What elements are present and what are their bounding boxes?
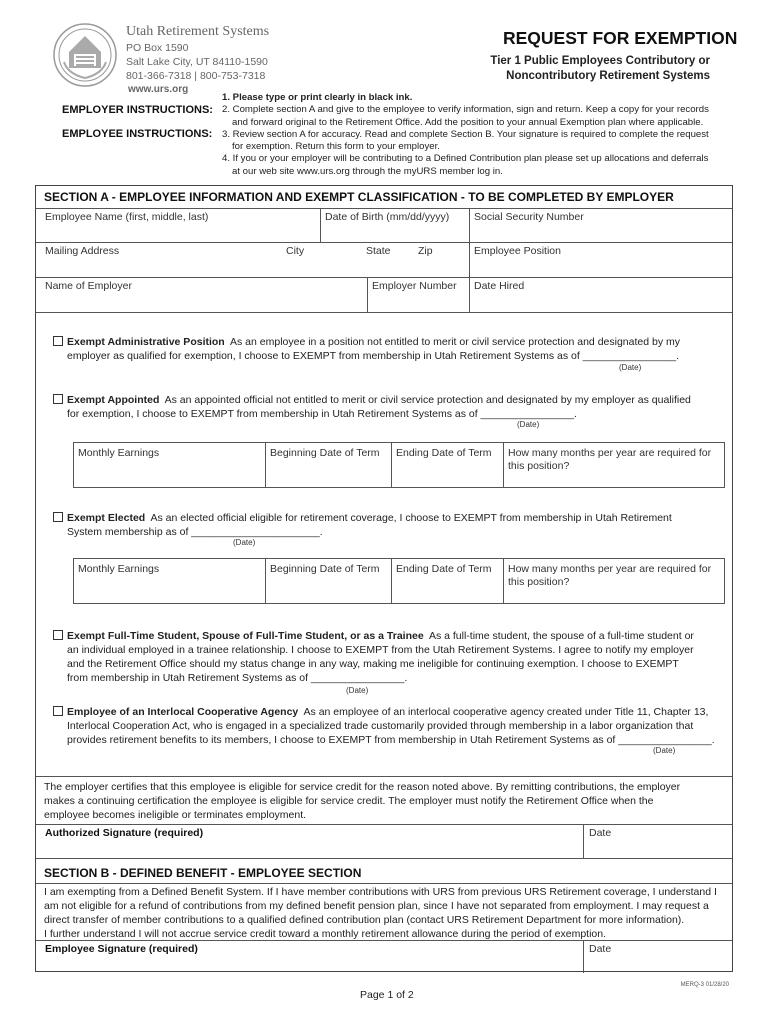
subtitle-line-2: Noncontributory Retirement Systems (506, 70, 710, 82)
subtitle-line-1: Tier 1 Public Employees Contributory or (490, 55, 710, 67)
employer-name-field[interactable]: Name of Employer (45, 280, 132, 292)
website: www.urs.org (128, 84, 189, 95)
section-a-heading: SECTION A - EMPLOYEE INFORMATION AND EXEMPT CLASSIFICATION - TO BE COMPLETED BY EMPLOYER (44, 190, 674, 204)
instruction-2a: 2. Complete section A and give to the employee to verify information, sign and return. Keep a copy for your records (222, 104, 709, 116)
employer-certification: The employer certifies that this employee is eligible for service credit for the reason noted above. By remitting contributions, the employer makes a continuing certification the employee is eligible for service credit. The employer must notify the Retirement Office when the employee becomes ineligible or terminates employment. (44, 781, 681, 821)
org-name: Utah Retirement Systems (126, 24, 270, 39)
beginning-date-field[interactable]: Beginning Date of Term (270, 563, 380, 575)
term-table-elected (73, 558, 725, 604)
date-caption: (Date) (517, 420, 540, 429)
employer-number-field[interactable]: Employer Number (372, 280, 457, 292)
page-number: Page 1 of 2 (360, 989, 414, 1001)
months-required-field[interactable]: How many months per year are required for this position? (508, 447, 712, 472)
phone-numbers: 801-366-7318 | 800-753-7318 (126, 70, 266, 82)
instruction-2b: and forward original to the Retirement Office. Add the position to your annual Exemption plan where applicable. (232, 116, 704, 128)
instruction-3a: 3. Review section A for accuracy. Read and complete Section B. Your signature is required to complete the request (222, 128, 709, 140)
date-caption: (Date) (653, 746, 676, 755)
address-line-1: PO Box 1590 (126, 42, 189, 54)
exempt-student-checkbox[interactable] (53, 630, 63, 640)
employer-instructions-label: EMPLOYER INSTRUCTIONS: (62, 104, 213, 116)
beginning-date-field[interactable]: Beginning Date of Term (270, 447, 380, 459)
instructions-list (222, 92, 722, 178)
ending-date-field[interactable]: Ending Date of Term (396, 563, 492, 575)
monthly-earnings-field[interactable]: Monthly Earnings (78, 447, 160, 459)
form-frame (35, 185, 733, 972)
employee-position-field[interactable]: Employee Position (474, 245, 561, 257)
interlocal-agency-checkbox[interactable] (53, 706, 63, 716)
date-hired-field[interactable]: Date Hired (474, 280, 525, 292)
monthly-earnings-field[interactable]: Monthly Earnings (78, 563, 160, 575)
instruction-1: 1. Please type or print clearly in black ink. (222, 92, 413, 103)
date-caption: (Date) (346, 686, 369, 695)
employee-date-field[interactable]: Date (589, 943, 612, 955)
option-exempt-administrative: Exempt Administrative Position As an employee in a position not entitled to merit or civil service protection and designated by my employer as qualified for exemption, I choose to EXEMPT from membership in Utah Retirement Systems as of ________________. (53, 335, 718, 363)
exempt-appointed-checkbox[interactable] (53, 394, 63, 404)
exempt-elected-checkbox[interactable] (53, 512, 63, 522)
instruction-4b: at our web site www.urs.org through the myURS member log in. (232, 165, 503, 177)
date-caption: (Date) (233, 538, 256, 547)
section-b-statement: I am exempting from a Defined Benefit System. If I have member contributions with URS from previous URS Retirement coverage, I understand I am not eligible for a refund of contributions from my defined benefit pension plan, since I have not separated from employment. I may request a direct transfer of member contributions to a qualified defined contribution plan (contact URS Retirement Department for more information). I further understand I will not accrue service credit toward a monthly retirement allowance during the period of exemption. (44, 886, 717, 940)
months-required-field[interactable]: How many months per year are required for this position? (508, 563, 712, 588)
address-line-2: Salt Lake City, UT 84110-1590 (126, 56, 268, 68)
employee-name-field[interactable]: Employee Name (first, middle, last) (45, 211, 209, 223)
employee-signature-field[interactable]: Employee Signature (required) (45, 943, 198, 955)
section-b-heading: SECTION B - DEFINED BENEFIT - EMPLOYEE SECTION (44, 866, 362, 880)
option-interlocal-agency: Employee of an Interlocal Cooperative Agency As an employee of an interlocal cooperative agency created under Title 11, Chapter 13, Interlocal Cooperation Act, who is engaged in a specialized trade customarily provided through membership in a labor organization that provides retirement benefits to its members, I choose to EXEMPT from membership in Utah Retirement Systems as of ________________. (53, 705, 718, 747)
option-exempt-elected: Exempt Elected As an elected official eligible for retirement coverage, I choose to EXEMPT from membership in Utah Retirement System membership as of ______________________. (53, 511, 718, 539)
ending-date-field[interactable]: Ending Date of Term (396, 447, 492, 459)
authorized-signature-field[interactable]: Authorized Signature (required) (45, 827, 204, 839)
date-caption: (Date) (619, 363, 642, 372)
city-field[interactable]: City (286, 245, 305, 257)
exempt-administrative-checkbox[interactable] (53, 336, 63, 346)
instruction-4a: 4. If you or your employer will be contributing to a Defined Contribution plan please set up allocations and deferrals (222, 153, 709, 165)
option-exempt-student: Exempt Full-Time Student, Spouse of Full-Time Student, or as a Trainee As a full-time student, the spouse of a full-time student or an individual employed in a trainee relationship. I choose to EXEMPT from the Utah Retirement Systems. I agree to notify my employer and the Retirement Office should my status change in any way, making me ineligible for continuing exemption. I choose to EXEMPT from membership in Utah Retirement Systems as of ________________. (53, 629, 718, 685)
zip-field[interactable]: Zip (418, 245, 433, 257)
authorized-date-field[interactable]: Date (589, 827, 612, 839)
ssn-field[interactable]: Social Security Number (474, 211, 584, 223)
dob-field[interactable]: Date of Birth (mm/dd/yyyy) (325, 211, 450, 223)
form-code: MERQ-3 01/28/20 (680, 982, 729, 988)
option-exempt-appointed: Exempt Appointed As an appointed official not entitled to merit or civil service protection and designated by my employer as qualified for exemption, I choose to EXEMPT from membership in Utah Retirement Systems as of ________________. (53, 393, 718, 421)
instruction-3b: for exemption. Return this form to your employer. (232, 141, 440, 153)
page-title: REQUEST FOR EXEMPTION (503, 28, 738, 48)
state-field[interactable]: State (366, 245, 391, 257)
term-table-appointed (73, 442, 725, 488)
urs-seal-icon (52, 22, 118, 88)
mailing-address-field[interactable]: Mailing Address (45, 245, 120, 257)
employee-instructions-label: EMPLOYEE INSTRUCTIONS: (62, 128, 213, 140)
